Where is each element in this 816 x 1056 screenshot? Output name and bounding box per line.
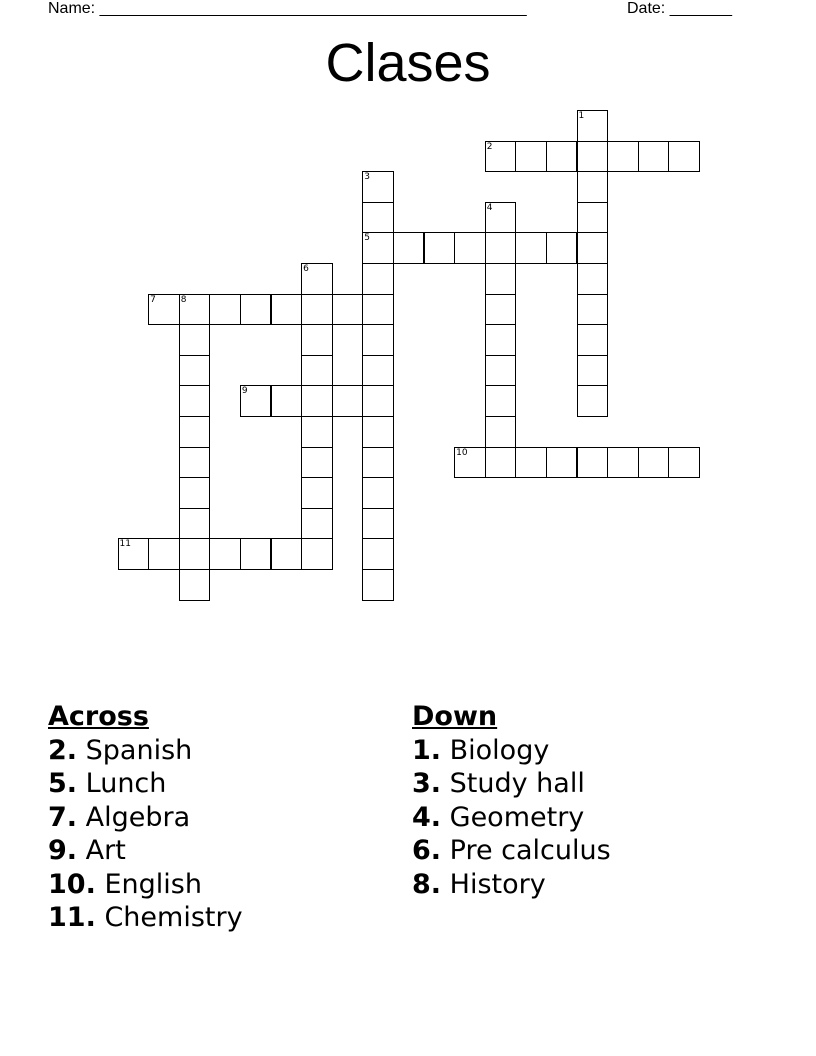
grid-cell[interactable]: [424, 232, 456, 264]
grid-cell[interactable]: [148, 294, 180, 326]
clue-text: Algebra: [85, 801, 191, 833]
clue-number: 7.: [48, 801, 78, 833]
grid-cell[interactable]: [301, 385, 333, 417]
grid-cell[interactable]: [301, 294, 333, 326]
cell-number: 6: [303, 264, 309, 274]
grid-cell[interactable]: [485, 141, 517, 173]
cell-number: 4: [486, 202, 493, 213]
down-clue: [412, 834, 611, 867]
clue-text: Spanish: [85, 735, 193, 766]
across-heading: Across: [48, 701, 149, 732]
grid-cell[interactable]: [179, 324, 211, 356]
grid-cell[interactable]: [393, 232, 425, 264]
grid-cell[interactable]: [301, 447, 333, 479]
grid-cell[interactable]: [362, 508, 394, 540]
clue-text: Lunch: [85, 768, 167, 800]
cell-number: 3: [364, 172, 371, 183]
across-clue: [48, 834, 243, 867]
clue-number: 3.: [412, 768, 442, 800]
grid-cell[interactable]: [362, 538, 394, 570]
grid-cell[interactable]: [485, 294, 517, 326]
grid-cell[interactable]: [362, 263, 394, 295]
grid-cell[interactable]: [209, 294, 241, 326]
clue-number: 8.: [412, 868, 442, 900]
grid-cell[interactable]: [454, 232, 486, 264]
grid-cell[interactable]: [240, 538, 272, 570]
grid-cell[interactable]: [301, 477, 333, 509]
grid-cell[interactable]: [485, 202, 517, 234]
grid-cell[interactable]: [271, 294, 303, 326]
grid-cell[interactable]: [515, 447, 547, 479]
grid-cell[interactable]: [362, 569, 394, 601]
grid-cell[interactable]: [332, 385, 364, 417]
name-field[interactable]: Name: ________________________________________________: [48, 0, 527, 17]
across-clue: [48, 868, 243, 901]
grid-cell[interactable]: [485, 355, 517, 387]
grid-cell[interactable]: [179, 294, 211, 326]
grid-cell[interactable]: [362, 416, 394, 448]
grid-cell[interactable]: [240, 294, 272, 326]
down-clue: [412, 801, 611, 834]
grid-cell[interactable]: [638, 141, 670, 173]
date-field[interactable]: Date: _______: [627, 0, 732, 17]
grid-cell[interactable]: [577, 385, 609, 417]
clue-text: Study hall: [449, 768, 585, 800]
grid-cell[interactable]: [179, 385, 211, 417]
grid-cell[interactable]: [301, 416, 333, 448]
down-clue: [412, 734, 611, 767]
grid-cell[interactable]: [577, 141, 609, 173]
grid-cell[interactable]: [485, 385, 517, 417]
grid-cell[interactable]: [577, 232, 609, 264]
grid-cell[interactable]: [271, 538, 303, 570]
grid-cell[interactable]: [485, 416, 517, 448]
across-clue: [48, 767, 243, 800]
grid-cell[interactable]: [577, 110, 609, 142]
grid-cell[interactable]: [301, 324, 333, 356]
cell-number: 9: [241, 386, 248, 397]
grid-cell[interactable]: [301, 263, 333, 295]
grid-cell[interactable]: [577, 294, 609, 326]
grid-cell[interactable]: [577, 263, 609, 295]
cell-number: 10: [456, 447, 468, 458]
clue-number: 6.: [412, 835, 442, 867]
clue-text: Art: [85, 835, 126, 867]
grid-cell[interactable]: [179, 355, 211, 387]
clue-text: Pre calculus: [449, 835, 611, 867]
grid-cell[interactable]: [179, 477, 211, 509]
across-clue: [48, 901, 243, 934]
grid-cell[interactable]: [668, 141, 700, 173]
grid-cell[interactable]: [362, 202, 394, 234]
grid-cell[interactable]: [485, 232, 517, 264]
grid-cell[interactable]: [362, 171, 394, 203]
down-heading: Down: [412, 701, 498, 732]
page-title: Clases: [325, 33, 491, 93]
grid-cell[interactable]: [362, 324, 394, 356]
clue-number: 2.: [48, 735, 78, 766]
grid-cell[interactable]: [638, 447, 670, 479]
grid-cell[interactable]: [332, 294, 364, 326]
down-clues: [412, 700, 611, 901]
grid-cell[interactable]: [454, 447, 486, 479]
grid-cell[interactable]: [546, 141, 578, 173]
grid-cell[interactable]: [179, 447, 211, 479]
grid-cell[interactable]: [179, 508, 211, 540]
grid-cell[interactable]: [362, 385, 394, 417]
clue-text: Chemistry: [104, 902, 243, 934]
cell-number: 7: [150, 294, 156, 305]
grid-cell[interactable]: [485, 447, 517, 479]
grid-cell[interactable]: [515, 232, 547, 264]
clue-number: 11.: [48, 902, 96, 934]
clue-number: 5.: [48, 768, 78, 800]
down-clue: [412, 868, 611, 901]
clue-text: History: [449, 868, 546, 900]
grid-cell[interactable]: [485, 324, 517, 356]
grid-cell[interactable]: [577, 171, 609, 203]
grid-cell[interactable]: [485, 263, 517, 295]
clue-text: English: [104, 868, 202, 900]
grid-cell[interactable]: [577, 202, 609, 234]
grid-cell[interactable]: [607, 447, 639, 479]
clue-number: 4.: [412, 801, 442, 833]
grid-cell[interactable]: [271, 385, 303, 417]
grid-cell[interactable]: [362, 294, 394, 326]
clue-number: 9.: [48, 835, 78, 867]
cell-number: 1: [578, 111, 585, 121]
cell-number: 5: [364, 233, 371, 244]
grid-cell[interactable]: [179, 416, 211, 448]
grid-cell[interactable]: [362, 355, 394, 387]
grid-cell[interactable]: [240, 385, 272, 417]
grid-cell[interactable]: [362, 477, 394, 509]
grid-cell[interactable]: [362, 232, 394, 264]
clue-number: 1.: [412, 735, 442, 766]
grid-cell[interactable]: [362, 447, 394, 479]
cell-number: 11: [119, 539, 131, 550]
grid-cell[interactable]: [546, 447, 578, 479]
down-clue: [412, 767, 611, 800]
across-clue: [48, 734, 243, 767]
grid-cell[interactable]: [546, 232, 578, 264]
grid-cell[interactable]: [209, 538, 241, 570]
clue-text: Biology: [449, 735, 550, 766]
grid-cell[interactable]: [148, 538, 180, 570]
across-clues: [48, 700, 243, 934]
grid-cell[interactable]: [577, 355, 609, 387]
cell-number: 8: [180, 294, 187, 305]
grid-cell[interactable]: [118, 538, 150, 570]
grid-cell[interactable]: [179, 538, 211, 570]
grid-cell[interactable]: [577, 447, 609, 479]
clue-number: 10.: [48, 868, 96, 900]
grid-cell[interactable]: [577, 324, 609, 356]
grid-cell[interactable]: [668, 447, 700, 479]
clue-text: Geometry: [449, 801, 585, 833]
grid-cell[interactable]: [301, 355, 333, 387]
grid-cell[interactable]: [515, 141, 547, 173]
grid-cell[interactable]: [301, 508, 333, 540]
cell-number: 2: [486, 141, 493, 152]
grid-cell[interactable]: [179, 569, 211, 601]
grid-cell[interactable]: [607, 141, 639, 173]
across-clue: [48, 801, 243, 834]
grid-cell[interactable]: [301, 538, 333, 570]
